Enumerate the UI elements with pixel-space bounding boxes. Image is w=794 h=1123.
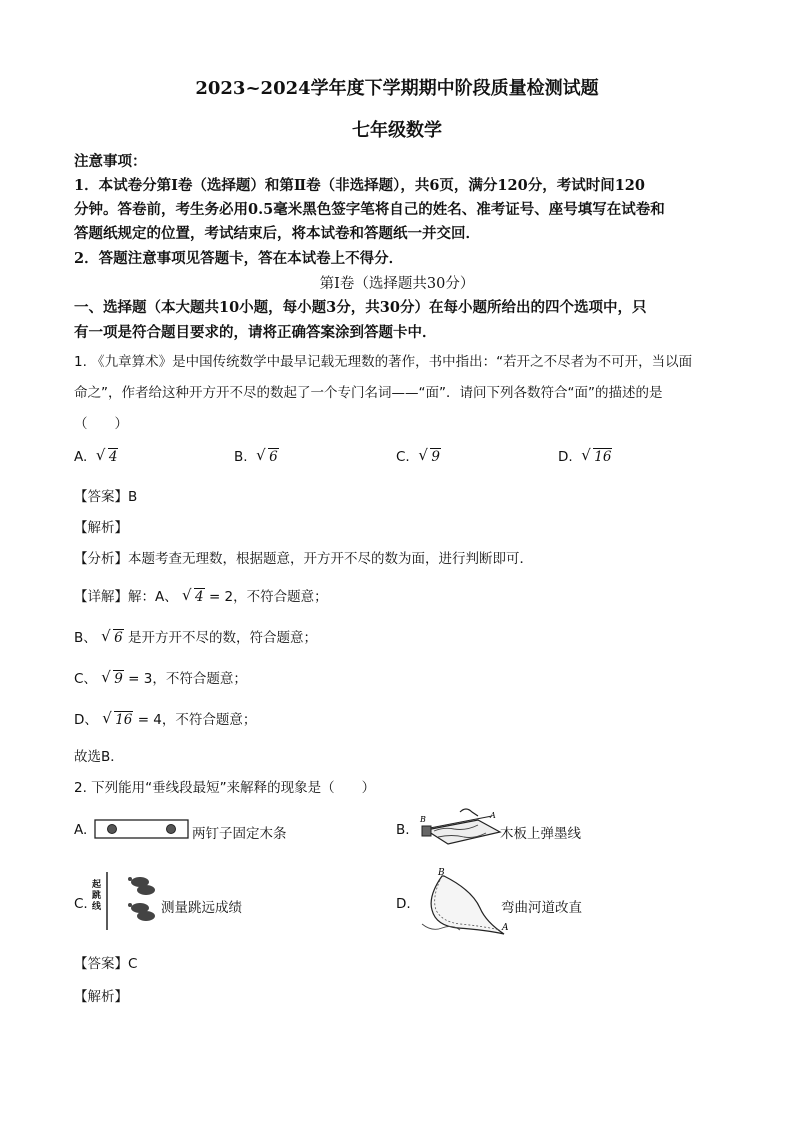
q1-conclusion: 故选B． [74, 749, 124, 765]
q1-detail-line-4 [74, 708, 256, 728]
q1-option-c-radicand: 9 [431, 449, 440, 465]
ink-line-board-figure [416, 806, 504, 850]
detail-eq-1: = 2 [208, 589, 234, 605]
q2-option-a-text: 两钉子固定木条 [192, 826, 287, 842]
answer-value: B [128, 489, 138, 505]
sqrt-symbol: √ 6 [256, 446, 278, 465]
q1-option-a [74, 446, 118, 465]
detail-radicand-2: 6 [114, 630, 123, 646]
section-instruction-2: 有一项是符合题目要求的，请将正确答案涂到答题卡中． [74, 324, 437, 341]
detail-tail-3: ，不符合题意； [152, 671, 247, 687]
detail-radicand-3: 9 [114, 671, 123, 687]
detail-lead-3: C、 [74, 671, 97, 687]
q1-option-a-label: A. [74, 449, 88, 465]
sqrt-symbol: √ 9 [418, 446, 440, 465]
page-subtitle: 七年级数学 [352, 120, 442, 141]
notes-heading: 注意事项： [74, 153, 147, 170]
detail-tail-2: 是开方开不尽的数，符合题意； [127, 630, 317, 646]
sqrt-symbol: √ 16 [581, 446, 612, 465]
detail-eq-3: = 3 [128, 671, 153, 687]
q2-option-d-label: D. [396, 896, 411, 912]
q2-option-c-text: 测量跳远成绩 [161, 900, 242, 916]
takeoff-line-label: 起跳线 [92, 880, 102, 912]
fig-label-a: A [502, 923, 509, 933]
q2-stem: 2. 下列能用“垂线段最短”来解释的现象是（ ） [74, 780, 376, 796]
notes-line-2: 分钟。答卷前，考生务必用0.5毫米黑色签字笔将自己的姓名、准考证号、座号填写在试卷和 [74, 201, 665, 218]
detail-tag: 【详解】 [74, 589, 128, 605]
q2-analysis-tag: 【解析】 [74, 989, 128, 1005]
q1-detail-line-2 [74, 626, 317, 646]
notes-line-3: 答题纸规定的位置，考试结束后，将本试卷和答题纸一并交回． [74, 225, 480, 242]
q2-option-d-text: 弯曲河道改直 [501, 900, 582, 916]
long-jump-footprints-figure [104, 870, 164, 932]
q1-option-d [558, 446, 612, 465]
notes-line-4: 2．答题注意事项见答题卡，答在本试卷上不得分． [74, 250, 404, 267]
fig-label-b: B [420, 815, 426, 824]
q1-option-d-label: D. [558, 449, 573, 465]
answer-tag: 【答案】 [74, 489, 128, 505]
q1-stem-line-3: （ ） [74, 416, 128, 432]
sqrt-symbol: √ 4 [182, 586, 204, 605]
q1-option-c-label: C. [396, 449, 410, 465]
page-title: 2023~2024学年度下学期期中阶段质量检测试题 [195, 78, 599, 99]
detail-tail-1: ，不符合题意； [233, 589, 328, 605]
q1-stem-line-1: 1. 《九章算术》是中国传统数学中最早记载无理数的著作，书中指出：“若开之不尽者为不可开，当以面 [74, 354, 693, 370]
q2-option-b-text: 木板上弹墨线 [500, 826, 581, 842]
q2-option-a-label: A. [74, 822, 88, 838]
q1-option-a-radicand: 4 [108, 449, 118, 465]
river-straighten-figure [414, 866, 510, 940]
sqrt-symbol: √ 16 [102, 709, 133, 728]
q2-option-b-label: B. [396, 822, 410, 838]
wood-strip-nails-figure [94, 818, 190, 842]
q1-analysis-tag: 【解析】 [74, 520, 128, 536]
q1-stem-line-2: 命之”，作者给这种开方开不尽的数起了一个专门名词——“面”．请问下列各数符合“面”的描述的是 [74, 385, 663, 401]
section-instruction-1: 一、选择题（本大题共10小题，每小题3分，共30分）在每小题所给出的四个选项中，只 [74, 299, 647, 316]
q1-option-d-radicand: 16 [594, 449, 612, 465]
detail-radicand-4: 16 [115, 712, 133, 728]
q1-option-b-radicand: 6 [269, 449, 278, 465]
detail-tail-4: ，不符合题意； [161, 712, 257, 728]
fenxi-text: 本题考查无理数，根据题意，开方开不尽的数为面，进行判断即可． [128, 551, 533, 567]
sqrt-symbol: √ 4 [95, 446, 118, 465]
notes-line-1: 1．本试卷分第Ⅰ卷（选择题）和第Ⅱ卷（非选择题），共6页，满分120分，考试时间120 [74, 177, 645, 194]
q1-answer [74, 485, 137, 505]
q1-option-b [234, 446, 279, 465]
q2-answer [74, 952, 137, 972]
q1-detail-line-1 [74, 585, 328, 605]
q1-fenxi [74, 547, 533, 567]
sqrt-symbol: √ 6 [101, 627, 123, 646]
fig-label-b: B [438, 868, 445, 878]
detail-lead-2: B、 [74, 630, 97, 646]
q1-option-c [396, 446, 441, 465]
section-title: 第Ⅰ卷（选择题共30分） [319, 276, 475, 292]
detail-radicand-1: 4 [195, 589, 204, 605]
detail-intro: 解：A、 [128, 589, 178, 605]
detail-eq-4: = 4 [137, 712, 162, 728]
detail-lead-4: D、 [74, 712, 98, 728]
fig-label-a: A [490, 811, 496, 820]
q1-option-b-label: B. [234, 449, 248, 465]
sqrt-symbol: √ 9 [101, 668, 123, 687]
q2-option-c-label: C. [74, 896, 88, 912]
answer-tag: 【答案】 [74, 956, 128, 972]
q1-detail-line-3 [74, 667, 247, 687]
fenxi-tag: 【分析】 [74, 551, 128, 567]
answer-value: C [128, 956, 138, 972]
